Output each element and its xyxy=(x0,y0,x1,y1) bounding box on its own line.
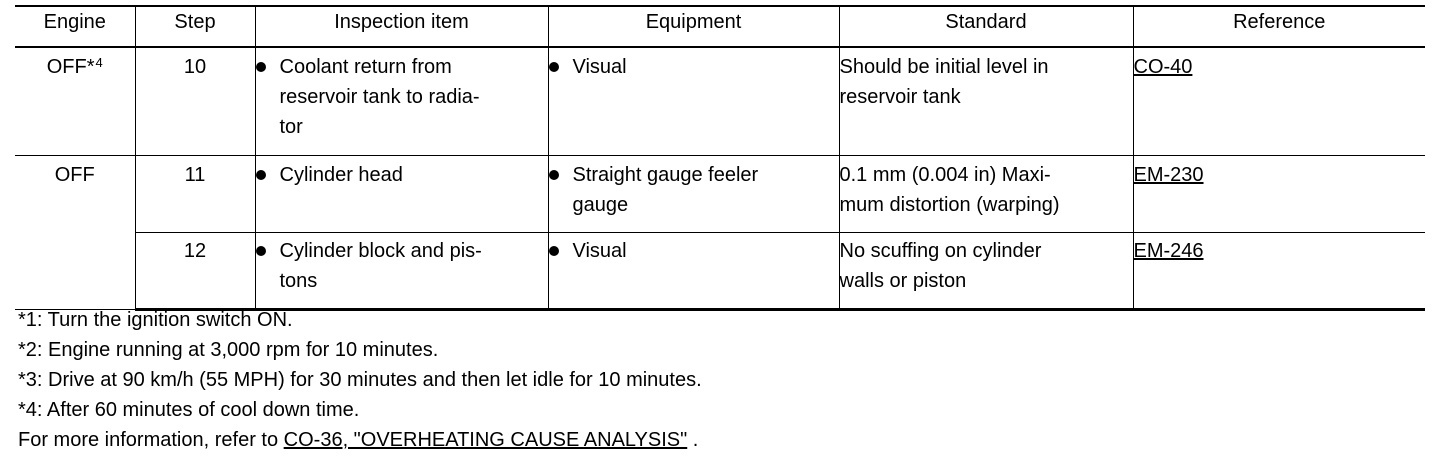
bullet-icon xyxy=(549,246,559,256)
engine-value: OFF* xyxy=(46,56,95,78)
footnote: *4: After 60 minutes of cool down time. xyxy=(18,399,360,421)
inspection-item-text: Coolant return from reservoir tank to radia- tor xyxy=(279,56,480,138)
standard-text: Should be initial level in reservoir tank xyxy=(839,56,1049,108)
table-row xyxy=(15,233,1425,310)
more-info-prefix: For more information, refer to xyxy=(18,429,284,451)
bullet-icon xyxy=(256,170,266,180)
table-row xyxy=(15,156,1425,233)
more-info-line xyxy=(18,425,702,455)
inspection-table xyxy=(15,5,1425,311)
footnotes xyxy=(18,305,702,455)
standard-text: No scuffing on cylinder walls or piston xyxy=(839,240,1042,292)
step-cell: 12 xyxy=(135,233,255,310)
step-cell: 10 xyxy=(135,47,255,156)
reference-cell xyxy=(1133,156,1425,233)
inspection-item-text: Cylinder head xyxy=(279,164,403,186)
reference-link[interactable]: CO-40 xyxy=(1133,56,1193,78)
engine-cell xyxy=(15,47,135,156)
equipment-cell xyxy=(548,156,839,233)
footnote-marker: 4 xyxy=(95,55,103,70)
bullet-icon xyxy=(549,62,559,72)
equipment-cell xyxy=(548,233,839,310)
standard-text: 0.1 mm (0.004 in) Maxi- mum distortion (warping) xyxy=(839,164,1060,216)
reference-cell xyxy=(1133,233,1425,310)
equipment-text: Visual xyxy=(572,240,627,262)
footnote: *3: Drive at 90 km/h (55 MPH) for 30 minutes and then let idle for 10 minutes. xyxy=(18,369,702,391)
standard-cell xyxy=(839,233,1133,310)
header-inspection-item: Inspection item xyxy=(255,6,548,47)
step-cell: 11 xyxy=(135,156,255,233)
footnote: *1: Turn the ignition switch ON. xyxy=(18,309,293,331)
footnote: *2: Engine running at 3,000 rpm for 10 minutes. xyxy=(18,339,439,361)
header-standard: Standard xyxy=(839,6,1133,47)
header-reference: Reference xyxy=(1133,6,1425,47)
inspection-item-text: Cylinder block and pis- tons xyxy=(279,240,482,292)
bullet-icon xyxy=(549,170,559,180)
more-info-suffix: . xyxy=(687,429,699,451)
reference-cell xyxy=(1133,47,1425,156)
engine-cell: OFF xyxy=(15,156,135,310)
header-step: Step xyxy=(135,6,255,47)
equipment-text: Straight gauge feeler gauge xyxy=(572,164,759,216)
bullet-icon xyxy=(256,246,266,256)
equipment-cell xyxy=(548,47,839,156)
standard-cell xyxy=(839,47,1133,156)
reference-link[interactable]: EM-230 xyxy=(1133,164,1204,186)
standard-cell xyxy=(839,156,1133,233)
header-engine: Engine xyxy=(15,6,135,47)
header-equipment: Equipment xyxy=(548,6,839,47)
table-row xyxy=(15,47,1425,156)
equipment-text: Visual xyxy=(572,56,627,78)
bullet-icon xyxy=(256,62,266,72)
more-info-link[interactable]: CO-36, "OVERHEATING CAUSE ANALYSIS" xyxy=(283,429,688,451)
reference-link[interactable]: EM-246 xyxy=(1133,240,1204,262)
inspection-item-cell xyxy=(255,47,548,156)
inspection-item-cell xyxy=(255,233,548,310)
inspection-item-cell xyxy=(255,156,548,233)
header-row xyxy=(15,6,1425,47)
